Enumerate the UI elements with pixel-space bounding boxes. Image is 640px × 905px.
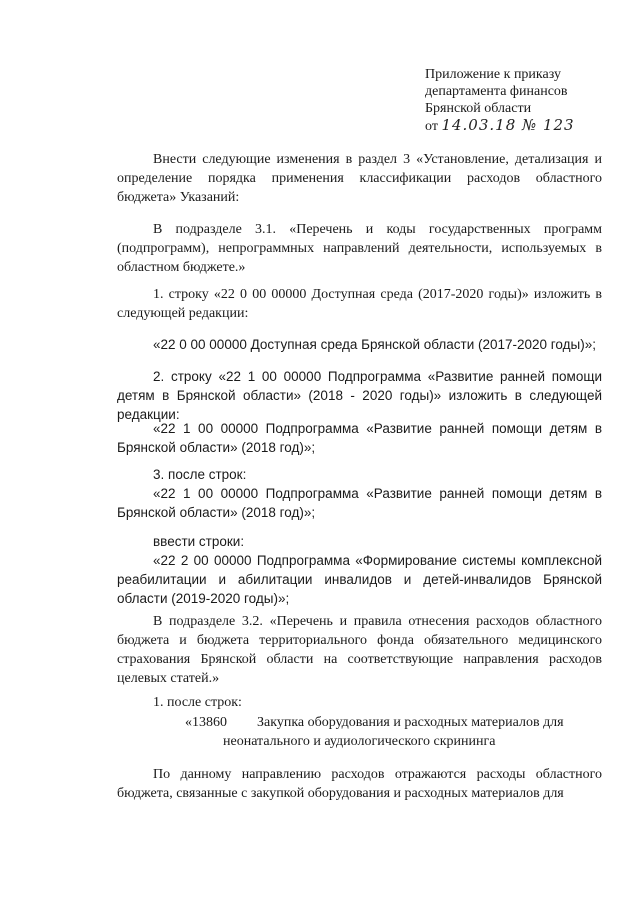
- subsection-3-2-paragraph: В подразделе 3.2. «Перечень и правила отнесения расходов областного бюджета и бюджета территориального фонда обязательного медицинского страхования Брянской области на соответствующие направления расходов целевых статей.»: [117, 614, 602, 686]
- header-line-3: Брянской области: [425, 101, 532, 116]
- item-2-paragraph: 2. строку «22 1 00 00000 Подпрограмма «Развитие ранней помощи детям в Брянской области» (2018 - 2020 годы)» изложить в следующей редакции:: [117, 369, 602, 422]
- code-number: «13860: [185, 715, 227, 730]
- header-date-line: [425, 117, 625, 135]
- date-prefix: от: [425, 119, 438, 134]
- insert-lines-text: «22 2 00 00000 Подпрограмма «Формирование системы комплексной реабилитации и абилитации инвалидов и детей-инвалидов Брянской области (2019-2020 годы)»;: [117, 553, 602, 606]
- description-paragraph: По данному направлению расходов отражаются расходы областного бюджета, связанные с закупкой оборудования и расходных материалов для: [117, 767, 602, 801]
- header-line-2: департамента финансов: [425, 84, 568, 99]
- appendix-header: [425, 66, 625, 135]
- item-2-new-text: «22 1 00 00000 Подпрограмма «Развитие ранней помощи детям в Брянской области» (2018 год)»;: [117, 421, 602, 455]
- handwritten-date-number: 14.03.18 № 123: [441, 116, 575, 134]
- subsection-3-1-paragraph: В подразделе 3.1. «Перечень и коды государственных программ (подпрограмм), непрограммных направлений деятельности, используемых в областном бюджете.»: [117, 222, 602, 275]
- code-title-line-2: неонатального и аудиологического скрининга: [223, 734, 496, 749]
- insert-lines-label: ввести строки:: [153, 534, 245, 549]
- header-line-1: Приложение к приказу: [425, 67, 561, 82]
- subsection-3-2-item-1-label: 1. после строк:: [153, 695, 242, 710]
- item-3-label: 3. после строк:: [153, 467, 247, 482]
- item-1-paragraph: 1. строку «22 0 00 00000 Доступная среда (2017-2020 годы)» изложить в следующей редакции:: [117, 287, 602, 321]
- item-1-new-text: «22 0 00 00000 Доступная среда Брянской области (2017-2020 годы)»;: [153, 337, 596, 352]
- intro-paragraph: Внести следующие изменения в раздел 3 «Установление, детализация и определение порядка применения классификации расходов областного бюджета» Указаний:: [117, 152, 602, 205]
- item-3-existing-line: «22 1 00 00000 Подпрограмма «Развитие ранней помощи детям в Брянской области» (2018 год)»;: [117, 486, 602, 520]
- code-title-line-1: Закупка оборудования и расходных материалов для: [257, 715, 564, 730]
